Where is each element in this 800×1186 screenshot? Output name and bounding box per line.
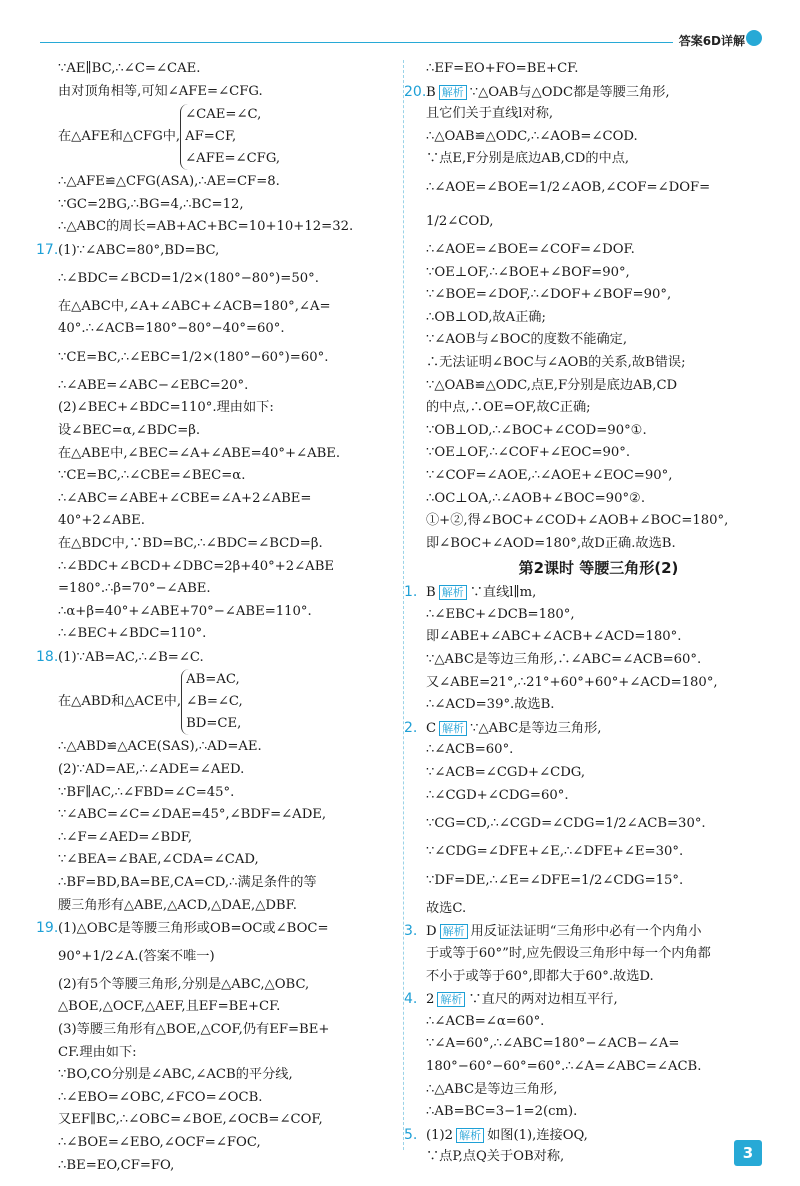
text-line: ∴△ABC的周长=AB+AC+BC=10+10+12=32. bbox=[58, 219, 354, 235]
text-line: 不小于或等于60°,即都大于60°.故选D. bbox=[426, 968, 654, 984]
text-line: (2)有5个等腰三角形,分别是△ABC,△OBC, bbox=[58, 976, 310, 992]
text-line: (2)∵AD=AE,∴∠ADE=∠AED. bbox=[58, 762, 245, 778]
answer-letter: B bbox=[426, 585, 436, 601]
analysis-tag: 解析 bbox=[439, 721, 467, 736]
question-number: 2. bbox=[404, 719, 418, 736]
brace-item: ∠B=∠C, bbox=[186, 694, 243, 710]
text-line: 在△AFE和△CFG中, bbox=[58, 128, 181, 144]
text-line: ∵∠AOB与∠BOC的度数不能确定, bbox=[426, 332, 628, 348]
text-line: 180°−60°−60°=60°.∴∠A=∠ABC=∠ACB. bbox=[426, 1058, 702, 1074]
left-column bbox=[36, 58, 403, 1177]
brace-item: AF=CF, bbox=[185, 129, 237, 145]
text-line: ①+②,得∠BOC+∠COD+∠AOB+∠BOC=180°, bbox=[426, 513, 729, 529]
text-line: ∴BF=BD,BA=BE,CA=CD,∴满足条件的等 bbox=[58, 875, 317, 891]
text-line: ∵直尺的两对边相互平行, bbox=[468, 992, 618, 1008]
analysis-tag: 解析 bbox=[440, 924, 468, 939]
text-line: ∴AB=BC=3−1=2(cm). bbox=[426, 1104, 578, 1120]
text-line: ∵点E,F分别是底边AB,CD的中点, bbox=[426, 151, 630, 167]
text-line: ∴∠AOE=∠BOE=∠COF=∠DOF. bbox=[426, 241, 635, 257]
text-line: ∵点P,点Q关于OB对称, bbox=[426, 1149, 565, 1165]
page-number: 3 bbox=[734, 1140, 762, 1166]
text-line: 40°.∴∠ACB=180°−80°−40°=60°. bbox=[58, 321, 285, 337]
text-line: (3)等腰三角形有△BOE,△COF,仍有EF=BE+ bbox=[58, 1022, 330, 1037]
analysis-tag: 解析 bbox=[439, 585, 467, 600]
text-line: 即∠ABE+∠ABC+∠ACB+∠ACD=180°. bbox=[426, 629, 682, 645]
text-line: ∵OB⊥OD,∴∠BOC+∠COD=90°①. bbox=[426, 422, 647, 438]
header-rule bbox=[40, 42, 740, 43]
text-line: 故选C. bbox=[426, 900, 467, 916]
question-number: 17. bbox=[36, 241, 59, 258]
text-line: 设∠BEC=α,∠BDC=β. bbox=[58, 422, 201, 438]
text-line: ∴∠ACB=∠α=60°. bbox=[426, 1013, 545, 1029]
text-line: ∵OE⊥OF,∴∠COF+∠EOC=90°. bbox=[426, 445, 631, 461]
text-line: ∵△ABC是等边三角形,∴∠ABC=∠ACB=60°. bbox=[426, 652, 702, 668]
text-line: 90°+1/2∠A.(答案不唯一) bbox=[58, 948, 215, 964]
text-line: (1)∵∠ABC=80°,BD=BC, bbox=[58, 242, 220, 258]
text-line: ∴∠BDC+∠BCD+∠DBC=2β+40°+2∠ABE bbox=[58, 558, 335, 574]
answer-letter: C bbox=[426, 720, 437, 736]
column-divider bbox=[403, 60, 404, 1150]
header-label: 答案6D详解 bbox=[673, 32, 745, 49]
text-line: ∵∠CDG=∠DFE+∠E,∴∠DFE+∠E=30°. bbox=[426, 844, 684, 860]
text-line: ∵DF=DE,∴∠E=∠DFE=1/2∠CDG=15°. bbox=[426, 872, 684, 888]
text-line: ∴∠EBO=∠OBC,∠FCO=∠OCB. bbox=[58, 1089, 263, 1105]
text-line: ∴∠EBC+∠DCB=180°, bbox=[426, 606, 575, 622]
text-line: ∵∠A=60°,∴∠ABC=180°−∠ACB−∠A= bbox=[426, 1036, 680, 1052]
header-badge-icon bbox=[746, 30, 762, 46]
brace-block bbox=[58, 103, 403, 171]
question-number: 20. bbox=[404, 83, 427, 100]
brace-item: BD=CE, bbox=[186, 716, 242, 732]
text-line: ∴△OAB≌△ODC,∴∠AOB=∠COD. bbox=[426, 128, 638, 144]
text-line: ∴∠BOE=∠EBO,∠OCF=∠FOC, bbox=[58, 1134, 261, 1150]
question-number: 1. bbox=[404, 584, 418, 601]
section-title: 第2课时 等腰三角形(2) bbox=[518, 559, 679, 578]
text-line: 的中点,∴OE=OF,故C正确; bbox=[426, 400, 591, 416]
question-number: 4. bbox=[404, 991, 418, 1008]
analysis-tag: 解析 bbox=[439, 85, 467, 100]
text-line: 40°+2∠ABE. bbox=[58, 513, 145, 529]
text-line: ∵∠COF=∠AOE,∴∠AOE+∠EOC=90°, bbox=[426, 467, 673, 483]
question-number: 18. bbox=[36, 648, 59, 665]
text-line: 腰三角形有△ABE,△ACD,△DAE,△DBF. bbox=[58, 897, 297, 913]
text-line: ∵CE=BC,∴∠EBC=1/2×(180°−60°)=60°. bbox=[58, 349, 329, 365]
text-line: ∴OB⊥OD,故A正确; bbox=[426, 309, 546, 325]
text-line: ∴∠AOE=∠BOE=1/2∠AOB,∠COF=∠DOF= bbox=[426, 179, 711, 195]
answer-letter: B bbox=[426, 84, 436, 100]
text-line: (1)∵AB=AC,∴∠B=∠C. bbox=[58, 649, 204, 665]
text-line: ∴OC⊥OA,∴∠AOB+∠BOC=90°②. bbox=[426, 490, 646, 506]
text-line: ∵AE∥BC,∴∠C=∠CAE. bbox=[58, 61, 201, 76]
text-line: 且它们关于直线l对称, bbox=[426, 106, 554, 122]
text-line: CF.理由如下: bbox=[58, 1044, 137, 1060]
text-line: ∴∠BEC+∠BDC=110°. bbox=[58, 626, 207, 642]
text-line: ∴∠ABE=∠ABC−∠EBC=20°. bbox=[58, 377, 249, 393]
text-line: ∴∠F=∠AED=∠BDF, bbox=[58, 829, 193, 845]
brace-item: AB=AC, bbox=[186, 672, 240, 688]
text-line: ∵BF∥AC,∴∠FBD=∠C=45°. bbox=[58, 784, 235, 800]
text-line: 在△ABC中,∠A+∠ABC+∠ACB=180°,∠A= bbox=[58, 298, 331, 314]
text-line: ∵∠ACB=∠CGD+∠CDG, bbox=[426, 765, 586, 781]
text-line: ∴EF=EO+FO=BE+CF. bbox=[426, 61, 579, 76]
answer-letter: (1)2 bbox=[426, 1127, 454, 1143]
text-line: ∵△OAB与△ODC都是等腰三角形, bbox=[469, 84, 670, 100]
text-line: ∴△AFE≌△CFG(ASA),∴AE=CF=8. bbox=[58, 174, 280, 190]
brace-item: ∠AFE=∠CFG, bbox=[185, 151, 281, 167]
text-line: ∵CG=CD,∴∠CGD=∠CDG=1/2∠ACB=30°. bbox=[426, 816, 706, 832]
text-line: 1/2∠COD, bbox=[426, 213, 494, 229]
text-line: ∵∠BOE=∠DOF,∴∠DOF+∠BOF=90°, bbox=[426, 287, 672, 303]
text-line: ∴∠BDC=∠BCD=1/2×(180°−80°)=50°. bbox=[58, 270, 319, 286]
text-line: ∵∠ABC=∠C=∠DAE=45°,∠BDF=∠ADE, bbox=[58, 807, 327, 823]
answer-letter: 2 bbox=[426, 992, 435, 1008]
text-line: △BOE,△OCF,△AEF,且EF=BE+CF. bbox=[58, 999, 281, 1015]
text-line: ∵∠BEA=∠BAE,∠CDA=∠CAD, bbox=[58, 852, 259, 868]
analysis-tag: 解析 bbox=[456, 1128, 484, 1143]
text-line: ∵GC=2BG,∴BG=4,∴BC=12, bbox=[58, 196, 244, 212]
text-line: 又∠ABE=21°,∴21°+60°+60°+∠ACD=180°, bbox=[426, 674, 718, 690]
text-line: ∴∠CGD+∠CDG=60°. bbox=[426, 787, 569, 803]
brace-group bbox=[181, 669, 243, 735]
text-line: (2)∠BEC+∠BDC=110°.理由如下: bbox=[58, 400, 274, 416]
answer-letter: D bbox=[426, 924, 437, 940]
text-line: ∵直线l∥m, bbox=[469, 585, 537, 601]
text-line: 在△BDC中,∵BD=BC,∴∠BDC=∠BCD=β. bbox=[58, 535, 323, 551]
question-number: 19. bbox=[36, 920, 59, 937]
text-line: (1)△OBC是等腰三角形或OB=OC或∠BOC= bbox=[58, 921, 329, 937]
text-line: 于或等于60°”时,应先假设三角形中每一个内角都 bbox=[426, 946, 711, 961]
text-line: 在△ABE中,∠BEC=∠A+∠ABE=40°+∠ABE. bbox=[58, 445, 341, 461]
question-number: 3. bbox=[404, 923, 418, 940]
text-line: ∵OE⊥OF,∴∠BOE+∠BOF=90°, bbox=[426, 264, 630, 280]
brace-group bbox=[180, 104, 280, 170]
right-column bbox=[404, 58, 771, 1169]
text-line: ∴α+β=40°+∠ABE+70°−∠ABE=110°. bbox=[58, 603, 312, 619]
text-line: ∴BE=EO,CF=FO, bbox=[58, 1157, 175, 1173]
text-line: ∵△ABC是等边三角形, bbox=[470, 720, 602, 736]
text-line: ∵△OAB≌△ODC,点E,F分别是底边AB,CD bbox=[426, 377, 678, 393]
text-line: ∵CE=BC,∴∠CBE=∠BEC=α. bbox=[58, 468, 246, 484]
text-line: ∴∠ABC=∠ABE+∠CBE=∠A+2∠ABE= bbox=[58, 490, 312, 506]
text-line: ∴无法证明∠BOC与∠AOB的关系,故B错误; bbox=[426, 354, 686, 370]
text-line: 即∠BOC+∠AOD=180°,故D正确.故选B. bbox=[426, 535, 676, 551]
text-line: 在△ABD和△ACE中, bbox=[58, 694, 182, 710]
text-line: ∴∠ACD=39°.故选B. bbox=[426, 697, 555, 713]
question-number: 5. bbox=[404, 1126, 418, 1143]
text-line: ∵BO,CO分别是∠ABC,∠ACB的平分线, bbox=[58, 1067, 293, 1083]
text-line: ∴△ABC是等边三角形, bbox=[426, 1081, 558, 1097]
brace-block bbox=[58, 668, 403, 736]
text-line: ∴∠ACB=60°. bbox=[426, 742, 514, 758]
analysis-tag: 解析 bbox=[437, 992, 465, 1007]
brace-item: ∠CAE=∠C, bbox=[185, 107, 262, 123]
text-line: 又EF∥BC,∴∠OBC=∠BOE,∠OCB=∠COF, bbox=[58, 1112, 323, 1128]
text-line: 用反证法证明“三角形中必有一个内角小 bbox=[470, 924, 702, 940]
text-line: 如图(1),连接OQ, bbox=[487, 1127, 588, 1143]
text-line: =180°.∴β=70°−∠ABE. bbox=[58, 581, 211, 597]
text-line: 由对顶角相等,可知∠AFE=∠CFG. bbox=[58, 83, 263, 99]
text-line: ∴△ABD≌△ACE(SAS),∴AD=AE. bbox=[58, 739, 262, 755]
